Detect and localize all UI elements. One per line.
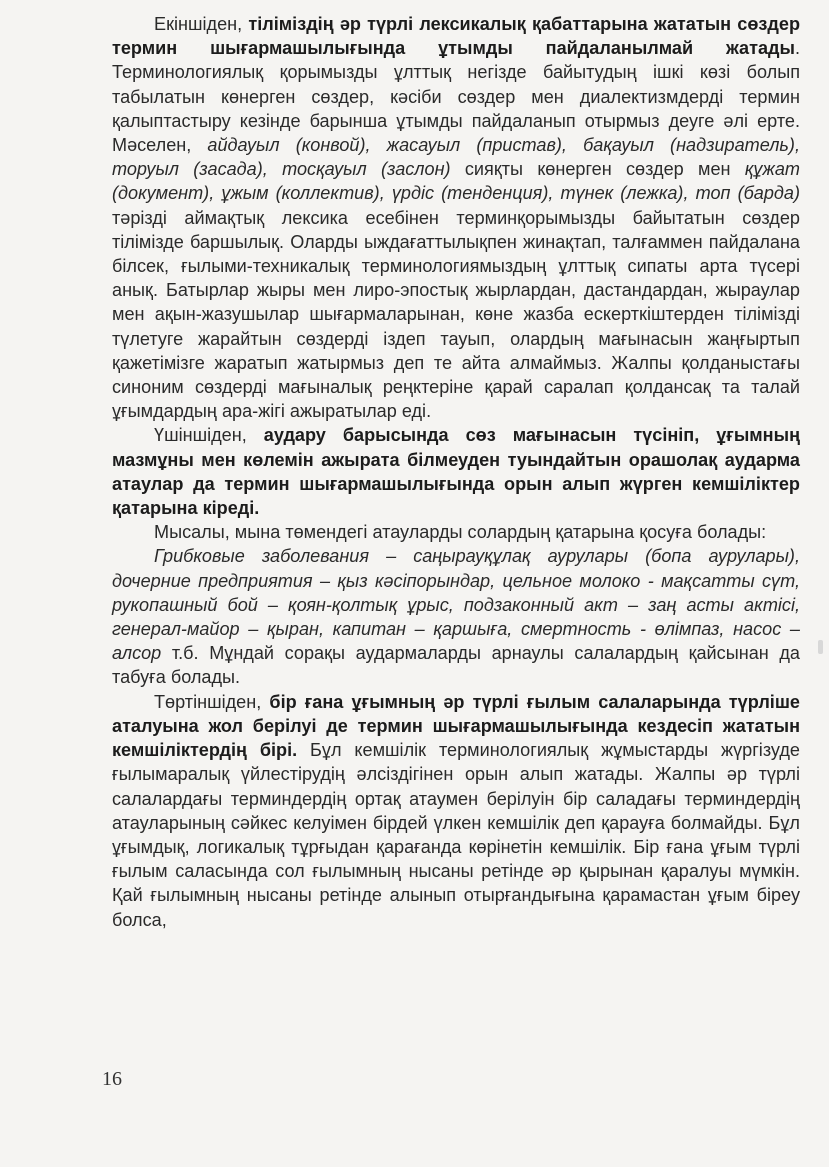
text-run: сияқты көнерген сөздер мен [450, 159, 745, 180]
emphasis-bold: тіліміздің әр түрлі лексикалық қабаттарына жататын сөздер термин шығармашылығында ұтымды пайдаланылмай жатады [112, 14, 801, 59]
text-run: Бұл кемшілік терминологиялық жұмыстарды жүргізуде ғылымаралық үйлестірудің әлсіздігінен орын алып жатады. Жалпы әр түрлі салалардағы терминдердің ортақ атаумен берілуін бір саладағы терминдердің атауларының сәйкес келуімен бірдей үлкен кемшілік деп қарауға болмайды. Бұл ұғымдық, логикалық тұрғыдан қарағанда көрінетін кемшілік. Бір ғана ұғым түрлі ғылым саласында сол ғылымның нысаны ретінде әр қырынан қаралуы мүмкін. Қай ғылымның нысаны ретінде алынып отырғандығына қарамастан ұғым біреу болса, [112, 740, 800, 930]
page-number: 16 [102, 1068, 122, 1090]
paragraph-second-point [112, 12, 800, 423]
emphasis-bold: бір ғана ұғымның әр түрлі ғылым салаларында түрліше аталуына жол берілуі де термин шығармашылығында кездесіп жататын кемшіліктердің бірі. [112, 691, 800, 761]
text-run: . Терминологиялық қорымызды ұлттық негізде байытудың ішкі көзі болып табылатын көнерген сөздер, кәсіби сөздер мен диалектизмдерді термин қалыптастыру кезінде барынша ұтымды пайдаланып отырмыз деуге әлі ерте. Мәселен, [112, 38, 800, 156]
body-text [112, 12, 800, 932]
scan-smudge [818, 640, 823, 654]
text-run: т.б. Мұндай сорақы аудармаларды арнаулы салалардың қайсынан да табуға болады. [112, 643, 800, 688]
emphasis-bold: аудару барысында сөз мағынасын түсініп, ұғымның мазмұны мен көлемін ажырата білмеуден туындайтын орашолақ аударма атаулар да термин шығармашылығында орын алып жүрген кемшіліктер қатарына кіреді. [112, 425, 800, 519]
paragraph-third-point [112, 423, 800, 520]
text-run: Мысалы, мына төмендегі атауларды солардың қатарына қосуға болады: [154, 522, 767, 543]
text-run: тәрізді аймақтық лексика есебінен терминқорымызды байытатын сөздер тілімізде баршылық. Оларды ыждағаттылықпен жинақтап, талғаммен пайдалана білсек, ғылыми-техникалық терминологиямыздың ұлттық сипаты арта түсері анық. Батырлар жыры мен лиро-эпостық жырлардан, дастандардан, жыраулар мен ақын-жазушылар шығармаларынан, көне жазба ескерткіштерден тілімізді түлетуге жарайтын сөздерді іздеп тауып, олардың мағынасын жаңғыртып қажетімізге жаратып жатырмыз деп те айта алмаймыз. Жалпы қолданыстағы синоним сөздерді мағыналық реңктеріне қарай саралап қолдансақ та талай ұғымдардың ара-жігі ажыратылар еді. [112, 207, 800, 422]
example-italic: Грибковые заболевания – саңырауқұлақ аурулары (бопа аурулары), дочерние предприятия – қыз кәсіпорындар, цельное молоко - мақсатты сүт, рукопашный бой – қоян-қолтық ұрыс, подзаконный акт – заң асты актісі, генерал-майор – қыран, капитан – қаршыға, смертность - өлімпаз, насос – алсор [112, 546, 800, 664]
paragraph-translation-examples [112, 544, 800, 689]
example-italic: айдауыл (конвой), жасауыл (пристав), бақауыл (надзиратель), торуыл (засада), тосқауыл (заслон) [112, 135, 800, 180]
text-run: Төртіншіден, [154, 691, 270, 712]
paragraph-fourth-point [112, 690, 800, 932]
text-run: Үшіншіден, [154, 425, 264, 446]
example-italic: құжат (документ), ұжым (коллектив), үрдіс (тенденция), түнек (лежка), топ (барда) [112, 159, 801, 204]
text-run: Екіншіден, [154, 14, 249, 34]
paragraph-example-intro [112, 520, 800, 544]
